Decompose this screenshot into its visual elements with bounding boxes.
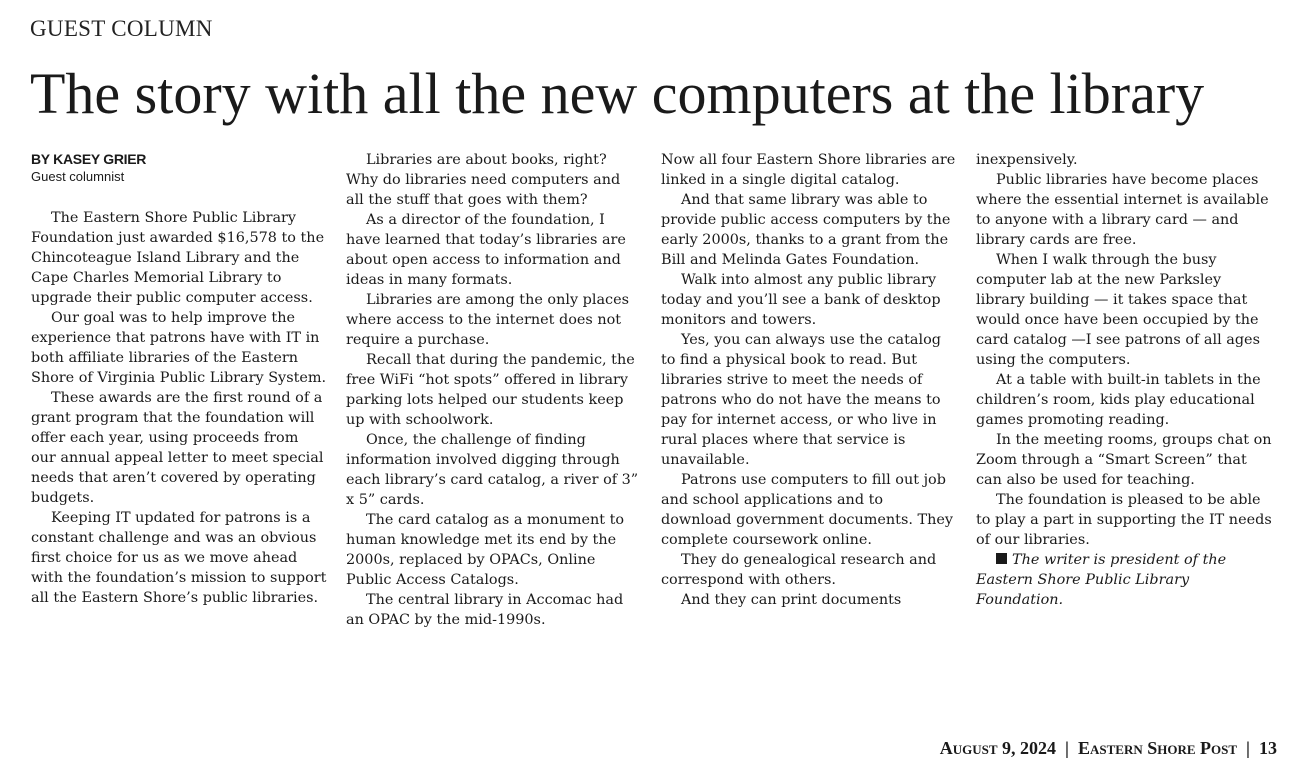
paragraph: Patrons use computers to fill out job and school applications and to download government documents. They complete coursework online. (661, 472, 954, 548)
author-bio (976, 550, 1272, 610)
paragraph: As a director of the foundation, I have learned that today’s libraries are about open access to information and ideas in many formats. (346, 212, 626, 288)
footer-separator: | (1246, 738, 1250, 758)
paragraph: The card catalog as a monument to human knowledge met its end by the 2000s, replaced by OPACs, Online Public Access Catalogs. (346, 512, 625, 588)
article-body (31, 150, 1281, 690)
paragraph: The Eastern Shore Public Library Foundation just awarded $16,578 to the Chincoteague Island Library and the Cape Charles Memorial Library to upgrade their public computer access. (31, 210, 325, 306)
footer-publication: Eastern Shore Post (1077, 738, 1238, 758)
paragraph-continued: inexpensively. (976, 152, 1078, 168)
paragraph: Keeping IT updated for patrons is a constant challenge and was an obvious first choice for us as we move ahead with the foundation’s mission to support all the Eastern Shore’s public libraries. (31, 510, 327, 606)
paragraph: Yes, you can always use the catalog to find a physical book to read. But libraries strive to meet the needs of patrons who do not have the means to pay for internet access, or who live in rural places where that service is unavailable. (661, 332, 941, 468)
article-headline: The story with all the new computers at the library (30, 61, 1205, 126)
paragraph: Recall that during the pandemic, the free WiFi “hot spots” offered in library parking lots helped our students keep up with schoolwork. (346, 352, 635, 428)
column-4 (976, 150, 1272, 610)
paragraph: When I walk through the busy computer lab at the new Parksley library building — it takes space that would once have been occupied by the card catalog —I see patrons of all ages using the computers. (976, 252, 1260, 368)
paragraph-continued: Now all four Eastern Shore libraries are linked in a single digital catalog. (661, 152, 956, 188)
section-label: GUEST COLUMN (30, 16, 213, 41)
footer-date: August 9, 2024 (939, 738, 1057, 758)
paragraph: Our goal was to help improve the experience that patrons have with IT in both affiliate libraries of the Eastern Shore of Virginia Public Library System. (31, 310, 327, 386)
paragraph: Once, the challenge of finding information involved digging through each library’s card catalog, a river of 3” x 5” cards. (346, 432, 639, 508)
column-2 (346, 150, 642, 630)
square-bullet-icon (996, 553, 1007, 564)
paragraph: In the meeting rooms, groups chat on Zoom through a “Smart Screen” that can also be used for teaching. (976, 432, 1272, 488)
page-footer (940, 738, 1277, 759)
paragraph: And they can print documents (681, 592, 902, 608)
paragraph: Public libraries have become places where the essential internet is available to anyone with a library card — and library cards are free. (976, 172, 1269, 248)
paragraph: They do genealogical research and correspond with others. (661, 552, 937, 588)
byline-role: Guest columnist (31, 169, 125, 184)
paragraph: And that same library was able to provide public access computers by the early 2000s, thanks to a grant from the Bill and Melinda Gates Foundation. (661, 192, 951, 268)
column-3 (661, 150, 957, 610)
paragraph: At a table with built-in tablets in the children’s room, kids play educational games promoting reading. (976, 372, 1261, 428)
paragraph: Libraries are among the only places where access to the internet does not require a purchase. (346, 292, 630, 348)
author-bio-text: The writer is president of the Eastern Shore Public Library Foundation. (976, 552, 1227, 608)
paragraph: The foundation is pleased to be able to play a part in supporting the IT needs of our libraries. (976, 492, 1272, 548)
paragraph: Libraries are about books, right? Why do libraries need computers and all the stuff that goes with them? (346, 152, 621, 208)
column-1 (31, 150, 327, 608)
footer-separator: | (1065, 738, 1069, 758)
paragraph: These awards are the first round of a grant program that the foundation will offer each year, using proceeds from our annual appeal letter to meet special needs that aren’t covered by operating budgets. (31, 390, 324, 506)
paragraph: Walk into almost any public library today and you’ll see a bank of desktop monitors and towers. (661, 272, 941, 328)
paragraph: The central library in Accomac had an OPAC by the mid-1990s. (346, 592, 624, 628)
byline: BY KASEY GRIER (31, 151, 147, 167)
footer-page-number: 13 (1259, 738, 1277, 758)
